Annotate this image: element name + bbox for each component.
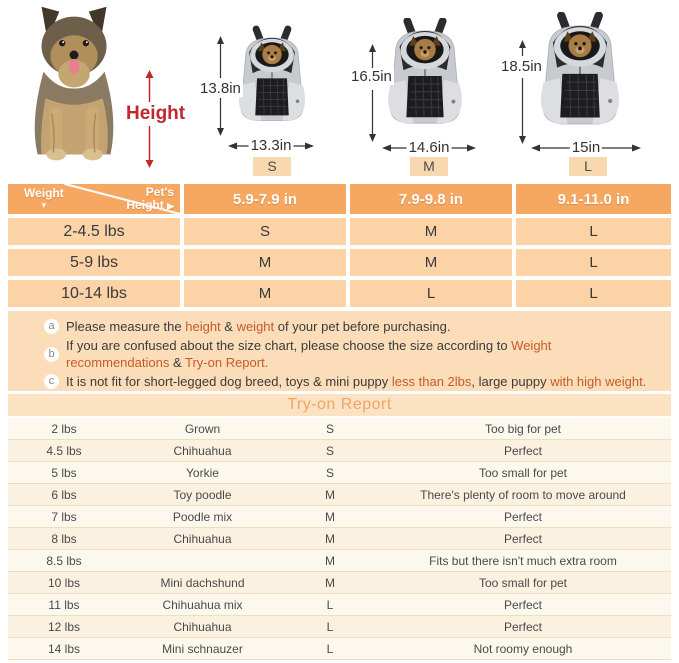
- size-cell: M: [350, 218, 512, 245]
- backpack-l-height-value: 18.5in: [501, 58, 542, 75]
- tryon-weight: 4.5 lbs: [46, 443, 82, 458]
- column-header-height-3: 9.1-11.0 in: [516, 184, 671, 214]
- column-header-height-1: 5.9-7.9 in: [184, 184, 346, 214]
- tryon-report-header: [8, 394, 671, 416]
- tryon-comment: Perfect: [503, 597, 542, 612]
- tryon-size: M: [325, 553, 335, 568]
- tryon-weight: 8.5 lbs: [46, 553, 82, 568]
- tryon-report-title: Try-on Report: [287, 396, 392, 413]
- backpack-m-height-value: 16.5in: [351, 68, 392, 85]
- tryon-comment: Not roomy enough: [473, 641, 573, 656]
- tryon-row: [8, 638, 671, 660]
- backpack-m-size-chip: M: [410, 157, 448, 176]
- tryon-comment: Too big for pet: [484, 421, 562, 436]
- backpack-s-height-value: 13.8in: [200, 80, 241, 97]
- note-c-badge: c: [44, 374, 59, 389]
- weight-range-cell: 2-4.5 lbs: [8, 218, 180, 245]
- tryon-weight: 7 lbs: [51, 509, 77, 524]
- size-table-corner-cell: [8, 184, 180, 214]
- tryon-row: [8, 528, 671, 550]
- tryon-weight: 8 lbs: [51, 531, 77, 546]
- tryon-comment: Too small for pet: [478, 465, 568, 480]
- size-cell: M: [184, 280, 346, 307]
- tryon-comment: Perfect: [503, 443, 542, 458]
- tryon-breed: Mini dachshund: [160, 575, 245, 590]
- tryon-breed: Yorkie: [186, 465, 219, 480]
- size-cell: M: [184, 249, 346, 276]
- tryon-size: M: [325, 509, 335, 524]
- tryon-row: [8, 616, 671, 638]
- tryon-breed: Poodle mix: [172, 509, 233, 524]
- tryon-weight: 5 lbs: [51, 465, 77, 480]
- figures-section: [0, 0, 679, 184]
- tryon-report-table: [8, 418, 671, 660]
- tryon-comment: Perfect: [503, 509, 542, 524]
- size-cell: M: [350, 249, 512, 276]
- tryon-breed: Chihuahua: [173, 619, 232, 634]
- weight-axis-label: Weight ▼: [24, 186, 64, 210]
- note-b: b If you are confused about the size chart, please choose the size according to Weight recommendations & Try-on Report.: [44, 337, 657, 371]
- tryon-row: [8, 550, 671, 572]
- tryon-comment: Perfect: [503, 531, 542, 546]
- tryon-size: M: [325, 531, 335, 546]
- backpack-s-size-chip: S: [253, 157, 291, 176]
- purchase-notes: [8, 311, 671, 391]
- backpack-s-width-value: 13.3in: [250, 137, 292, 154]
- backpack-l-height-arrow: [516, 40, 529, 144]
- tryon-breed: Chihuahua mix: [162, 597, 243, 612]
- tryon-comment: Perfect: [503, 619, 542, 634]
- tryon-comment: There's plenty of room to move around: [420, 487, 626, 502]
- size-cell: L: [350, 280, 512, 307]
- column-header-height-2: 7.9-9.8 in: [350, 184, 512, 214]
- down-arrow-icon: ▼: [39, 201, 48, 210]
- tryon-size: M: [325, 575, 335, 590]
- tryon-row: [8, 462, 671, 484]
- tryon-row: [8, 506, 671, 528]
- tryon-weight: 11 lbs: [48, 597, 80, 612]
- tryon-comment: Fits but there isn't much extra room: [429, 553, 617, 568]
- tryon-size: L: [326, 619, 334, 634]
- tryon-size: S: [325, 465, 334, 480]
- tryon-breed: Chihuahua: [173, 443, 232, 458]
- note-b-badge: b: [44, 347, 59, 362]
- dog-height-label: Height: [126, 103, 186, 124]
- tryon-breed: Grown: [184, 421, 221, 436]
- backpack-m-width-arrow: [382, 141, 476, 155]
- tryon-weight: 2 lbs: [51, 421, 77, 436]
- tryon-weight: 12 lbs: [47, 619, 81, 634]
- size-cell: S: [184, 218, 346, 245]
- size-cell: L: [516, 280, 671, 307]
- backpack-l-width-value: 15in: [571, 139, 601, 156]
- backpack-l-image: [528, 12, 632, 142]
- backpack-m-width-value: 14.6in: [408, 139, 450, 156]
- pets-height-axis-label: Pet's Height ▶: [126, 185, 174, 212]
- tryon-size: S: [325, 421, 334, 436]
- tryon-size: L: [326, 641, 334, 656]
- tryon-size: S: [325, 443, 334, 458]
- note-a: a Please measure the height & weight of your pet before purchasing.: [44, 318, 657, 335]
- tryon-weight: 10 lbs: [47, 575, 81, 590]
- dog-photo: [12, 4, 140, 168]
- tryon-weight: 14 lbs: [47, 641, 81, 656]
- tryon-size: M: [325, 487, 335, 502]
- tryon-row: [8, 484, 671, 506]
- size-matrix-table: [8, 184, 671, 307]
- backpack-m-height-arrow: [366, 44, 379, 142]
- tryon-row: [8, 440, 671, 462]
- backpack-s-width-arrow: [228, 139, 314, 153]
- tryon-row: [8, 572, 671, 594]
- right-arrow-icon: ▶: [167, 201, 174, 211]
- tryon-comment: Too small for pet: [478, 575, 568, 590]
- tryon-breed: Toy poodle: [173, 487, 232, 502]
- tryon-size: L: [326, 597, 334, 612]
- tryon-breed: Chihuahua: [173, 531, 232, 546]
- note-c: c It is not fit for short-legged dog breed, toys & mini puppy less than 2lbs, large puppy with high weight.: [44, 373, 657, 390]
- tryon-row: [8, 594, 671, 616]
- tryon-weight: 6 lbs: [51, 487, 77, 502]
- size-cell: L: [516, 249, 671, 276]
- weight-range-cell: 5-9 lbs: [8, 249, 180, 276]
- tryon-breed: Mini schnauzer: [162, 641, 243, 656]
- backpack-l-size-chip: L: [569, 157, 607, 176]
- note-a-badge: a: [44, 319, 59, 334]
- backpack-l-width-arrow: [531, 141, 641, 155]
- tryon-row: [8, 418, 671, 440]
- weight-range-cell: 10-14 lbs: [8, 280, 180, 307]
- size-cell: L: [516, 218, 671, 245]
